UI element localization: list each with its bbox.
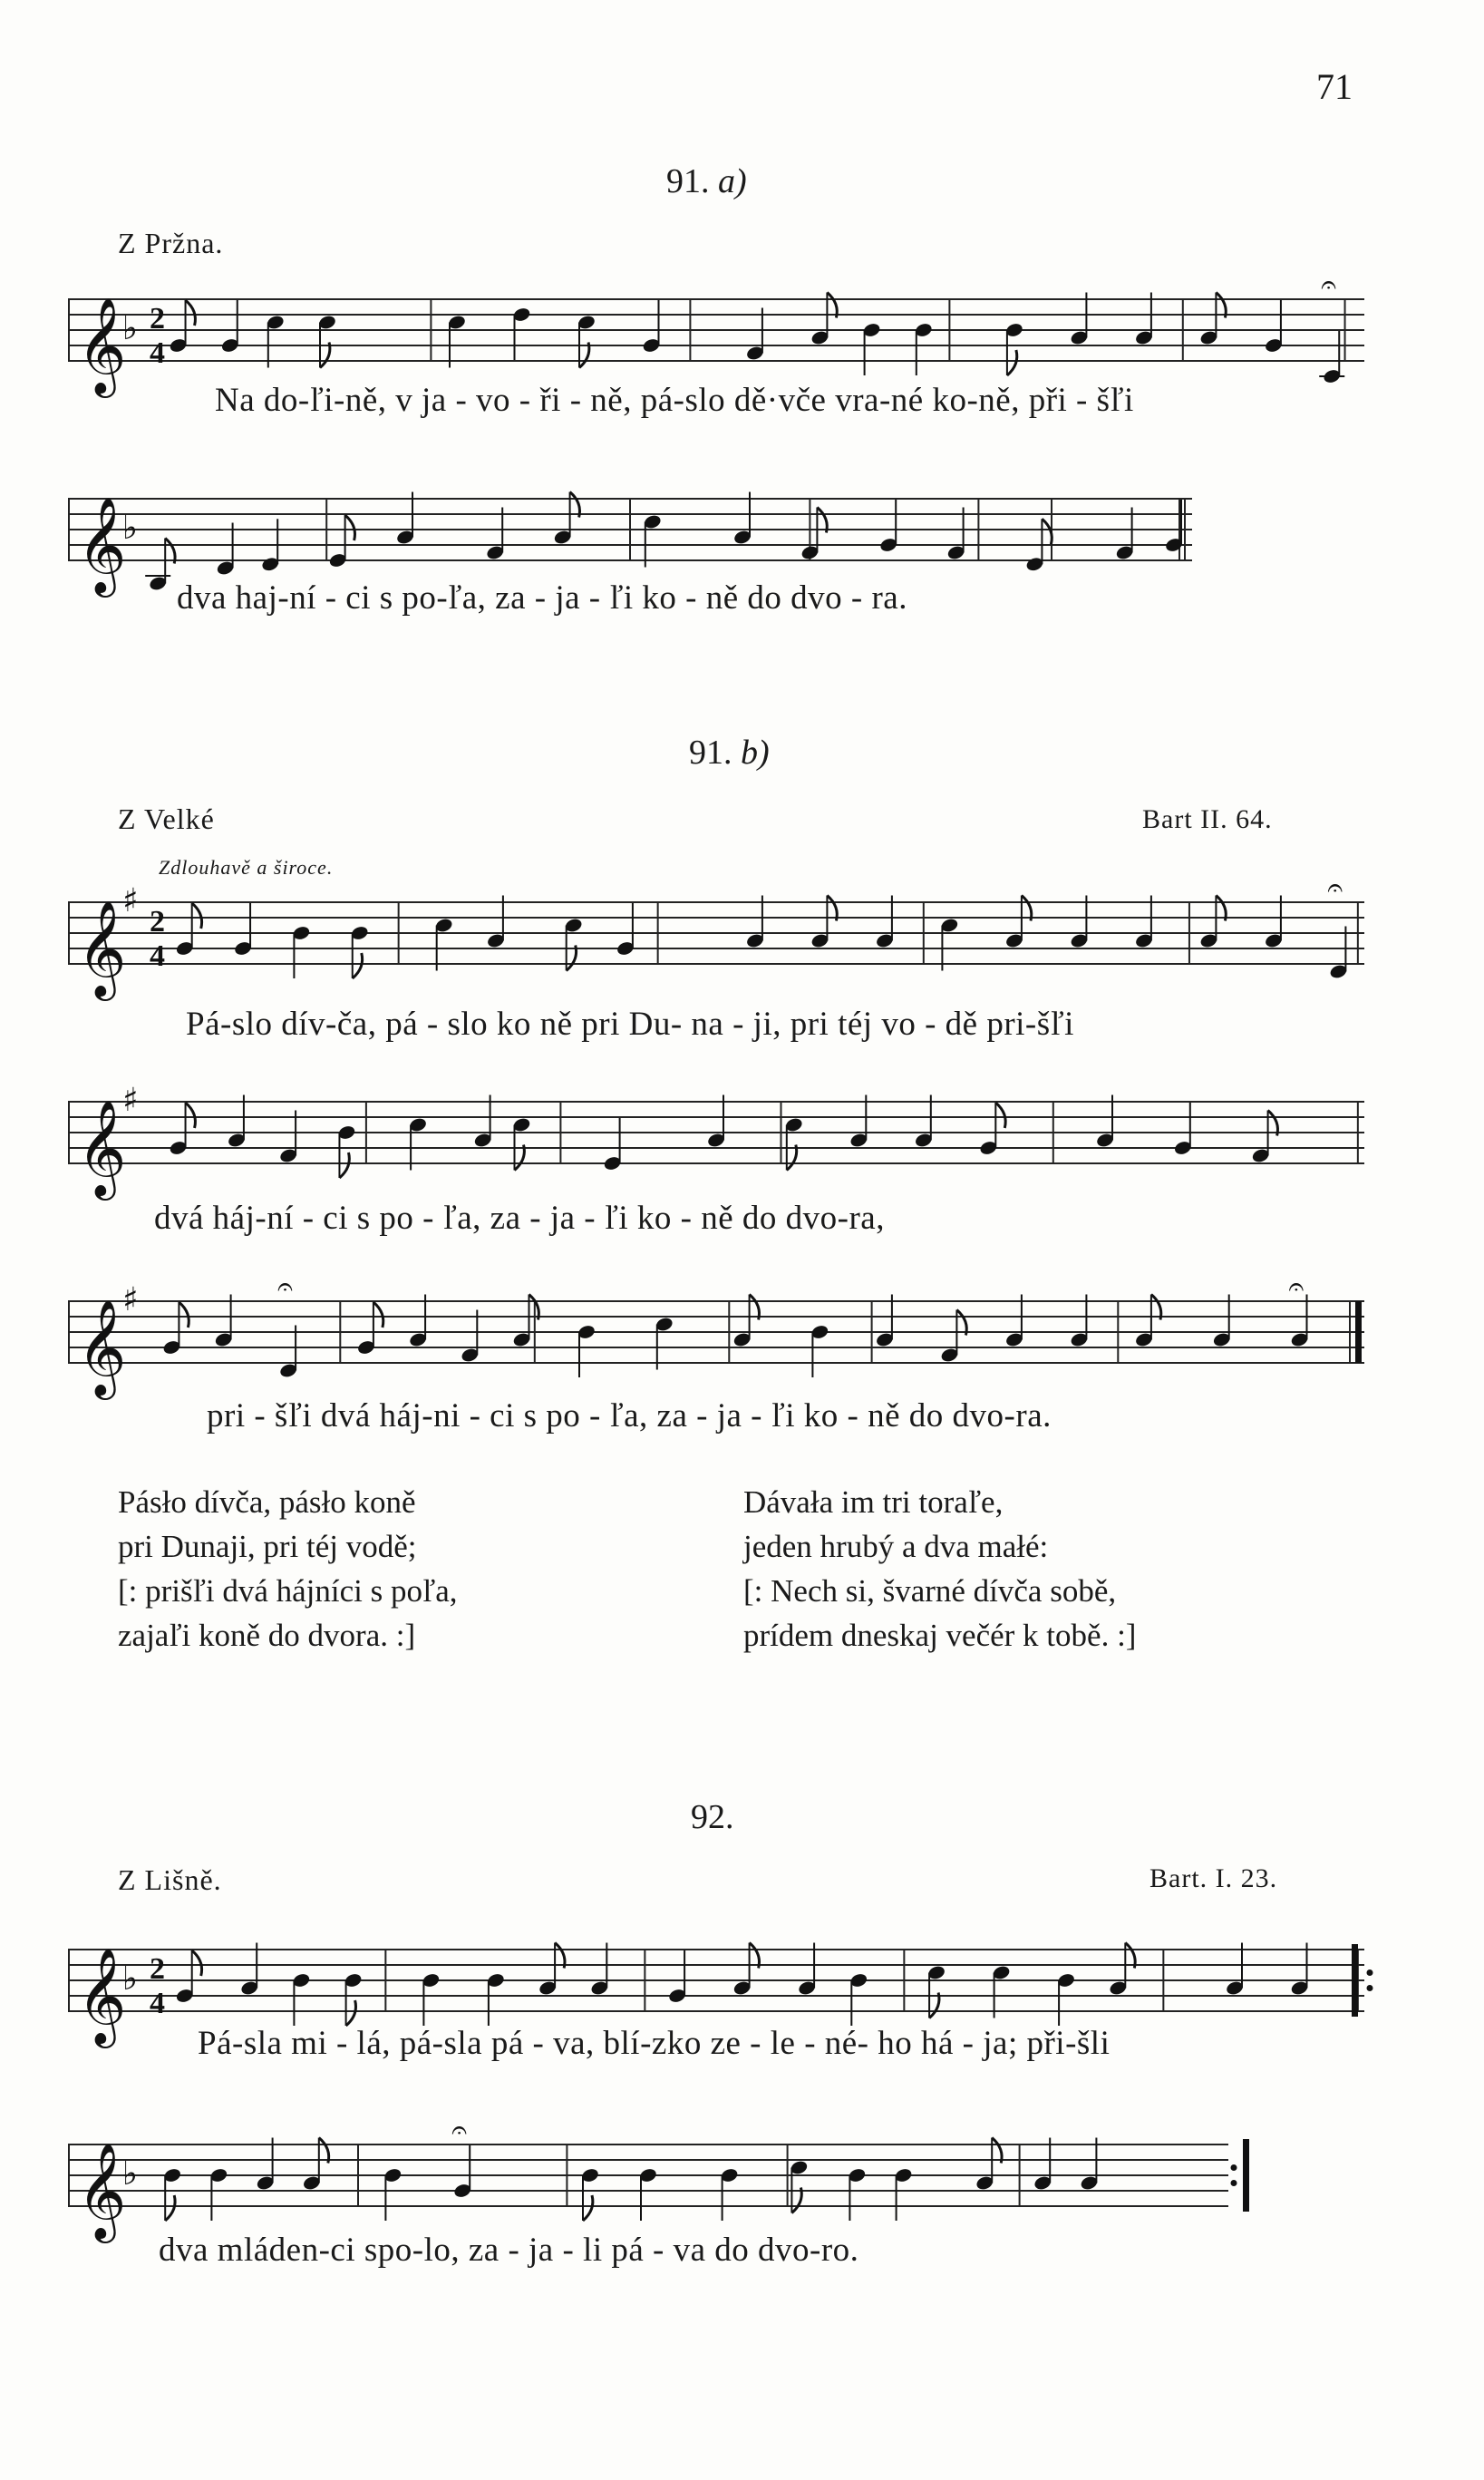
lyric-line: dvá háj-ní - ci s po - ľa, za - ja - ľi ko - ně do dvo-ra, [154,1200,885,1237]
note-flag [192,1950,202,1976]
note-flag [345,515,355,540]
treble-clef-icon: 𝄞 [77,496,127,593]
treble-clef-icon: 𝄞 [77,900,127,997]
note-flag [179,1302,189,1328]
time-signature-top: 2 [150,302,165,336]
song-source: Bart. I. 23. [1149,1863,1278,1893]
lyric-line: dva haj-ní - ci s po-ľa, za - ja - ľi ko - ně do dvo - ra. [177,579,907,617]
note-flag [995,1103,1005,1128]
fermata-icon: 𝄐 [1327,872,1343,904]
note-flag [346,2000,356,2026]
music-staff [68,2115,1228,2239]
music-staff [68,269,1364,394]
fermata-icon: 𝄐 [1321,269,1336,301]
time-signature-bottom: 4 [150,336,165,370]
verse-line: Dávała im tri toraľe, [743,1484,1004,1520]
verse-line: Pásło dívča, pásło koně [118,1484,416,1520]
song-source: Bart II. 64. [1142,804,1273,834]
note-flag [1042,519,1052,544]
note-flag [186,300,196,326]
time-signature-bottom: 4 [150,1987,165,2020]
verse-right [743,1480,1136,1658]
fermata-icon: 𝄐 [451,2115,467,2146]
sharp-icon: ♯ [122,1281,139,1318]
treble-clef-icon: 𝄞 [77,297,127,394]
verse-left [118,1480,457,1658]
music-staff [68,872,1364,997]
song-number: 92. [691,1798,734,1836]
song-number: 91. a) [666,162,747,200]
music-staff [68,1075,1364,1196]
song-number: 91. b) [689,734,770,772]
verse-line: [: Nech si, švarné dívča sobě, [743,1573,1117,1609]
fermata-icon: 𝄐 [277,1271,293,1303]
time-signature-top: 2 [150,905,165,939]
treble-clef-icon: 𝄞 [77,1298,127,1396]
music-staff [68,1271,1364,1396]
note-flag [583,2195,593,2221]
treble-clef-icon: 𝄞 [77,2142,127,2239]
time-signature-bottom: 4 [150,939,165,973]
page-number: 71 [1316,66,1353,107]
note-flag [192,903,202,929]
tempo-marking: Zdlouhavě a široce. [159,856,334,879]
fermata-icon: 𝄐 [1288,1271,1305,1303]
sharp-icon: ♯ [122,882,139,919]
verse-line: zajaľi koně do dvora. :] [118,1618,416,1653]
lyric-line: pri - šľi dvá háj-ni - ci s po - ľa, za - ja - ľi ko - ně do dvo-ra. [207,1397,1052,1435]
note-flag [186,1103,196,1128]
final-barline-thick [1355,1301,1362,1363]
repeat-dot [1367,1985,1373,1991]
verse-line: jeden hrubý a dva małé: [743,1529,1049,1564]
flat-icon: ♭ [122,2155,138,2193]
lyric-line: Pá-slo dív-ča, pá - slo ko ně pri Du- na - ji, pri téj vo - dě pri-šľi [186,1006,1074,1043]
sharp-icon: ♯ [122,1082,139,1119]
song-origin: Z Lišně. [118,1863,222,1896]
verse-line: prídem dneskaj večér k tobě. :] [743,1618,1137,1653]
verse-line: pri Dunaji, pri téj vodě; [118,1529,417,1564]
treble-clef-icon: 𝄞 [77,1099,127,1196]
repeat-dot [1231,2180,1237,2186]
note-flag [1007,350,1017,375]
repeat-end-bar [1243,2139,1249,2212]
note-flag [373,1302,383,1328]
note-flag [339,1152,349,1178]
music-staff [68,472,1192,593]
repeat-dot [1231,2164,1237,2171]
flat-icon: ♭ [122,510,138,547]
song-origin: Z Pržna. [118,227,224,259]
verse-line: [: prišľi dvá hájníci s poľa, [118,1573,458,1609]
lyric-line: Pá-sla mi - lá, pá-sla pá - va, blí-zko ze - le - né- ho há - ja; při-šli [198,2025,1111,2062]
flat-icon: ♭ [122,310,138,347]
repeat-start-bar [1352,1944,1358,2017]
song-origin: Z Velké [118,802,215,835]
note-flag [353,953,363,978]
lyric-line: Na do-ľi-ně, v ja - vo - ři - ně, pá-slo dě·vče vra-né ko-ně, při - šľi [215,382,1134,419]
treble-clef-icon: 𝄞 [77,1947,127,2044]
time-signature-top: 2 [150,1952,165,1986]
lyric-line: dva mláden-ci spo-lo, za - ja - li pá - va do dvo-ro. [159,2232,859,2269]
repeat-dot [1367,1969,1373,1976]
note-flag [165,2195,175,2221]
flat-icon: ♭ [122,1960,138,1998]
